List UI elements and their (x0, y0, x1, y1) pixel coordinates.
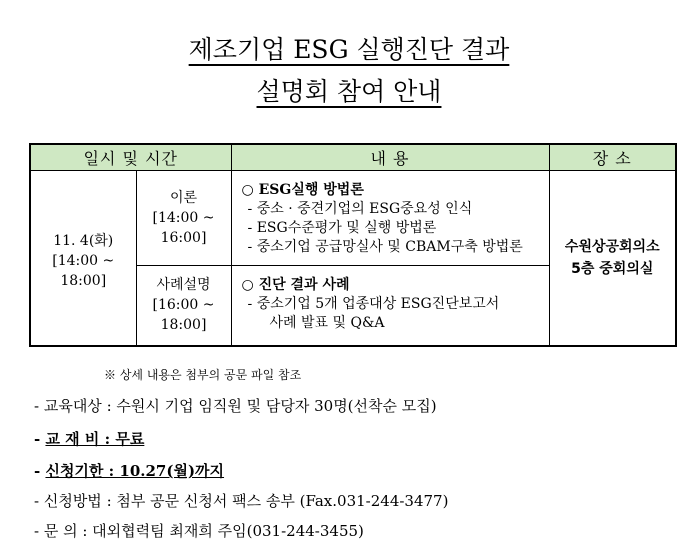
content-item: - 중소기업 공급망실사 및 CBAM구축 방법론 (247, 239, 523, 255)
header-datetime: 일시 및 시간 (30, 144, 231, 171)
schedule-table (29, 143, 677, 347)
table-header-row (30, 144, 676, 171)
session-name: 사례설명 (156, 277, 211, 294)
info-target: - 교육대상 : 수원시 기업 임직원 및 담당자 30명(선착순 모집) (34, 397, 437, 415)
info-deadline (34, 460, 224, 481)
place-room: 5층 중회의실 (571, 260, 654, 277)
header-place: 장 소 (549, 144, 676, 171)
date-cell (30, 171, 136, 346)
content-heading: ○ ESG실행 방법론 (241, 182, 364, 198)
time-start: [14:00 ~ (52, 252, 115, 269)
content-item: 사례 발표 및 Q&A (269, 315, 385, 331)
session-name: 이론 (169, 190, 198, 206)
date-text: 11. 4(화) (53, 232, 114, 249)
content-item: - 중소기업 5개 업종대상 ESG진단보고서 (247, 296, 500, 312)
session-cell-theory (136, 171, 231, 266)
content-item: - 중소 · 중견기업의 ESG중요성 인식 (247, 201, 473, 217)
page-title-line2: 설명회 참여 안내 (256, 77, 442, 106)
header-content: 내 용 (231, 144, 549, 171)
content-item: - ESG수준평가 및 실행 방법론 (247, 220, 437, 236)
content-cell-theory (231, 171, 549, 266)
session-cell-case (136, 266, 231, 346)
page-title-line1: 제조기업 ESG 실행진단 결과 (188, 35, 510, 64)
session-time-start: [14:00 ~ (152, 210, 215, 226)
info-deadline-label: 신청기한 : 10.27(월)까지 (45, 462, 225, 480)
table-row (30, 171, 676, 266)
place-cell (549, 171, 676, 346)
info-fee (34, 428, 144, 449)
time-end: 18:00] (60, 272, 107, 289)
info-contact: - 문 의 : 대외협력팀 최재희 주임(031-244-3455) (34, 522, 364, 540)
info-deadline-dash: - (34, 462, 46, 480)
place-name: 수원상공회의소 (564, 238, 660, 255)
info-method: - 신청방법 : 첨부 공문 신청서 팩스 송부 (Fax.031-244-3477) (34, 492, 449, 510)
session-time-start: [16:00 ~ (152, 297, 215, 314)
info-fee-dash: - (34, 430, 46, 448)
note-text: ※ 상세 내용은 첨부의 공문 파일 참조 (104, 368, 302, 382)
session-time-end: 16:00] (160, 230, 207, 246)
session-time-end: 18:00] (160, 317, 207, 334)
content-cell-case (231, 266, 549, 346)
info-fee-label: 교 재 비 : 무료 (45, 430, 145, 448)
content-heading: ○ 진단 결과 사례 (241, 277, 350, 293)
